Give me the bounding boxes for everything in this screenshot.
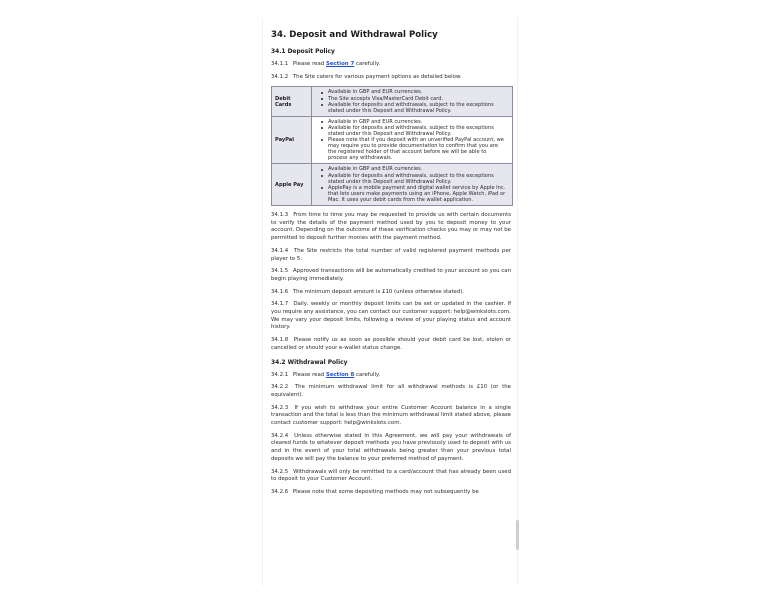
clause-text: If you wish to withdraw your entire Customer Account balance in a single transaction and the total is less than the minimum withdrawal limit stated above, please contact customer support: help@winkslots.com. — [271, 404, 512, 427]
deposit-policy-heading: 34.1 Deposit Policy — [271, 49, 335, 55]
clause-text: Approved transactions will be automatically credited to your account so you can begin playing immediately. — [271, 268, 511, 282]
withdrawal-policy-heading: 34.2 Withdrawal Policy — [271, 359, 348, 366]
list-item: The Site accepts Visa/MasterCard Debit card. — [320, 96, 506, 102]
table-row — [272, 87, 513, 116]
page-title: 34. Deposit and Withdrawal Policy — [271, 30, 438, 40]
clause-34-2-1 — [271, 372, 511, 380]
clause-number: 34.2.6 — [271, 488, 289, 495]
clause-text: Daily, weekly or monthly deposit limits can be set or updated in the cashier. If you require any assistance, you can contact our customer support: help@winkslots.com. — [271, 301, 511, 316]
clause-34-1-3 — [271, 212, 511, 243]
clause-number: 34.1.7 — [271, 301, 289, 308]
clause-text: Please read — [292, 371, 326, 378]
payment-method-label: Debit Cards — [272, 87, 312, 116]
list-item: ApplePay is a mobile payment and digital wallet service by Apple Inc. that lets users make payments using an iPhone, Apple Watch, iPad or Mac. It uses your debit cards from the wallet application. — [320, 185, 506, 203]
payment-method-details — [312, 87, 513, 116]
clause-number: 34.1.8 — [271, 337, 289, 344]
clause-number: 34.2.3 — [271, 404, 289, 411]
payment-method-details — [312, 164, 513, 206]
list-item: Available for deposits and withdrawals, subject to the exceptions stated under this Deposit and Withdrawal Policy. — [320, 173, 506, 185]
clause-34-1-5 — [271, 268, 511, 283]
clause-text: carefully. — [354, 61, 381, 67]
clause-text: Please note that some depositing methods may not subsequently be — [292, 488, 479, 495]
clause-text: The minimum withdrawal limit for all withdrawal methods is £10 (or the equivalent). — [271, 384, 511, 398]
clause-34-2-5 — [271, 469, 511, 484]
clause-number: 34.1.1 — [271, 61, 289, 67]
list-item: Available for deposits and withdrawals, subject to the exceptions stated under this Deposit and Withdrawal Policy. — [320, 125, 506, 137]
table-row — [272, 164, 513, 206]
clause-number: 34.1.3 — [271, 212, 289, 218]
section-8-link[interactable]: Section 8 — [325, 371, 355, 378]
clause-text: Withdrawals will only be remitted to a card/account that has already been used to deposit to your Customer Account. — [271, 468, 512, 483]
clause-text: The minimum deposit amount is £10 (unless otherwise stated). — [292, 288, 465, 295]
list-item: Available in GBP and EUR currencies. — [320, 166, 506, 172]
clause-number: 34.2.2 — [271, 384, 289, 391]
clause-text: From time to time you may be requested to provide us with certain documents to verify the details of the payment method used by you to deposit money to your account. Depending on the outcome of these verification checks you may or may not be permitted to deposit further monies with the payment method. — [271, 212, 512, 242]
clause-text: carefully. — [354, 371, 381, 378]
clause-34-1-7-continued: We may vary your deposit limits, following a review of your playing status and account history. — [271, 316, 511, 331]
clause-34-1-2 — [271, 74, 511, 82]
clause-34-1-8 — [271, 337, 511, 352]
clause-number: 34.1.2 — [271, 73, 289, 80]
clause-number: 34.2.4 — [271, 432, 289, 439]
clause-text: Please notify us as soon as possible should your debit card be lost, stolen or cancelled or should your e-wallet status change. — [271, 337, 512, 351]
clause-34-1-7 — [271, 301, 511, 316]
clause-text: Unless otherwise stated in this Agreement, we will pay your withdrawals of cleared funds to whatever deposit methods you have previously used to deposit with us and in the event of your total withdrawals being greater than your previous total deposits we will pay the balance to your preferred method of payment. — [271, 432, 511, 462]
payment-options-table — [271, 86, 513, 206]
clause-34-2-6 — [271, 489, 511, 497]
clause-34-1-1 — [271, 61, 511, 69]
list-item: Available in GBP and EUR currencies. — [320, 89, 506, 95]
policy-document — [262, 18, 518, 586]
clause-number: 34.1.5 — [271, 268, 289, 275]
list-item: Available for deposits and withdrawals, subject to the exceptions stated under this Deposit and Withdrawal Policy. — [320, 102, 506, 114]
clause-34-1-6 — [271, 289, 511, 297]
clause-text: The Site caters for various payment options as detailed below. — [292, 73, 462, 80]
section-7-link[interactable]: Section 7 — [325, 61, 355, 67]
clause-number: 34.1.4 — [271, 247, 289, 254]
clause-number: 34.1.6 — [271, 288, 289, 295]
list-item: Please note that if you deposit with an unverified PayPal account, we may require you to provide documentation to confirm that you are the registered holder of that account before we will be able to process any withdrawals. — [320, 137, 506, 161]
clause-34-2-3 — [271, 405, 511, 428]
clause-text: The Site restricts the total number of valid registered payment methods per player to 5. — [271, 247, 512, 262]
clause-text: Please read — [292, 61, 326, 67]
clause-number: 34.2.1 — [271, 371, 289, 378]
clause-34-2-4 — [271, 433, 511, 464]
payment-method-label: Apple Pay — [272, 164, 312, 206]
clause-34-1-4 — [271, 248, 511, 263]
list-item: Available in GBP and EUR currencies. — [320, 119, 506, 125]
clause-number: 34.2.5 — [271, 468, 289, 475]
scrollbar-thumb[interactable] — [516, 520, 519, 550]
payment-method-label: PayPal — [272, 116, 312, 164]
clause-34-2-2 — [271, 384, 511, 399]
payment-method-details — [312, 116, 513, 164]
table-row — [272, 116, 513, 164]
